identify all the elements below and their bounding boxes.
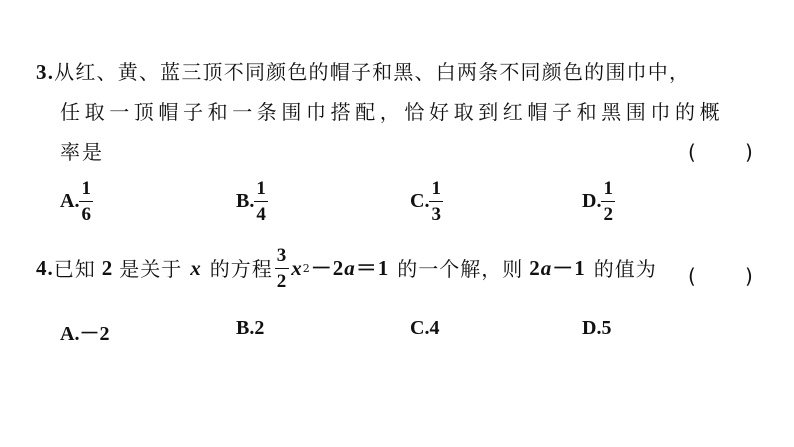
- q4-option-c-value: 4: [429, 317, 440, 339]
- q4-option-d: [582, 317, 611, 340]
- q4-fraction-numerator: 3: [275, 246, 290, 269]
- q3-option-b-numerator: 1: [254, 179, 268, 202]
- q3-option-c-denominator: 3: [431, 204, 441, 225]
- q4-expr-a: a: [540, 256, 553, 280]
- q4-value-2: 2: [101, 256, 114, 280]
- q4-option-d-value: 5: [601, 317, 612, 339]
- q4-option-b: [236, 317, 264, 340]
- q3-option-a-denominator: 6: [81, 204, 91, 225]
- q4-answer-paren-close: ): [745, 264, 753, 288]
- q4-text-a: 已知: [53, 256, 96, 281]
- q3-answer-paren-close: ): [745, 140, 753, 164]
- q4-answer-paren-open: (: [688, 264, 696, 288]
- q3-option-d-fraction: [601, 179, 615, 224]
- q3-option-a: [60, 179, 93, 224]
- q3-text-line-2: 任取一顶帽子和一条围巾搭配，恰好取到红帽子和黑围巾的概: [60, 100, 725, 124]
- q4-equation-minus-2: －2: [310, 256, 345, 280]
- q4-x-squared-exponent: 2: [302, 262, 311, 275]
- q4-stem: [36, 246, 657, 291]
- q4-text-d: 的一个解，则: [397, 256, 524, 281]
- q3-text-line-3: 率是: [60, 140, 104, 164]
- q3-option-c-numerator: 1: [429, 179, 443, 202]
- q4-option-c: [410, 317, 439, 340]
- q4-var-a: a: [344, 256, 356, 280]
- q3-option-a-fraction: [79, 179, 93, 224]
- q4-fraction-denominator: 2: [276, 271, 288, 292]
- q3-number: 3.: [36, 60, 55, 84]
- q4-x-squared-base: x: [291, 256, 303, 280]
- q3-option-c-fraction: [429, 179, 443, 224]
- q3-option-b-fraction: [254, 179, 268, 224]
- q4-text-e: 的值为: [593, 256, 657, 281]
- q4-text-b: 是关于: [119, 256, 183, 281]
- q3-text-line-1: 从红、黄、蓝三顶不同颜色的帽子和黑、白两条不同颜色的围巾中，: [54, 60, 691, 84]
- q3-option-d: [582, 179, 615, 224]
- q3-line-1: [36, 62, 690, 83]
- q3-option-d-denominator: 2: [603, 204, 613, 225]
- q4-var-x: x: [190, 256, 202, 280]
- q3-option-d-numerator: 1: [601, 179, 615, 202]
- q3-option-c-label: C.: [410, 190, 430, 212]
- q4-option-a-value: －2: [79, 323, 110, 345]
- q4-expr-2: 2: [529, 256, 541, 280]
- q4-option-b-label: B.: [236, 317, 255, 339]
- q4-text-c: 的方程: [209, 256, 273, 281]
- q3-option-a-numerator: 1: [79, 179, 93, 202]
- q3-option-b: [236, 179, 268, 224]
- q4-option-a: [60, 317, 109, 346]
- q4-equation-rhs: ＝1: [355, 256, 390, 280]
- q3-option-d-label: D.: [582, 190, 602, 212]
- q4-expr-minus-1: －1: [552, 256, 586, 280]
- q4-option-b-value: 2: [254, 317, 265, 339]
- q3-option-c: [410, 179, 443, 224]
- q3-option-b-denominator: 4: [256, 204, 266, 225]
- q3-option-b-label: B.: [236, 190, 255, 212]
- q4-number: 4.: [36, 256, 54, 280]
- q4-equation-fraction: [275, 246, 290, 291]
- q3-answer-paren-open: (: [688, 140, 696, 164]
- q4-option-a-label: A.: [60, 323, 80, 345]
- q4-option-d-label: D.: [582, 317, 602, 339]
- q4-option-c-label: C.: [410, 317, 430, 339]
- q3-option-a-label: A.: [60, 190, 80, 212]
